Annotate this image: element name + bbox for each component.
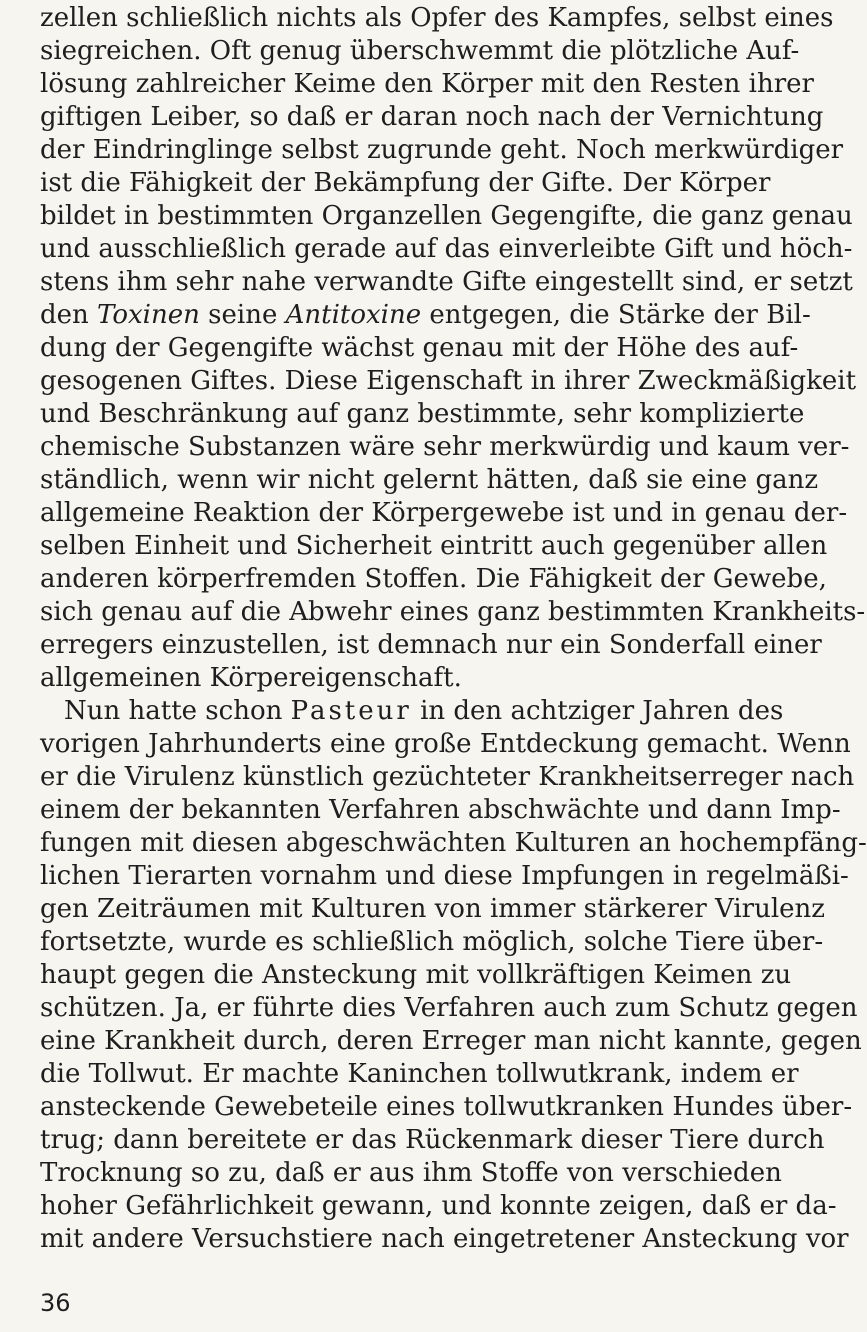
text-line <box>40 1157 782 1190</box>
text-line <box>40 761 855 794</box>
text-segment: und ausschließlich gerade auf das einverleibte Gift und höch- <box>40 234 853 264</box>
text-line <box>40 2 834 35</box>
text-segment: gen Zeiträumen mit Kulturen von immer stärkerer Virulenz <box>40 894 825 924</box>
text-segment: ist die Fähigkeit der Bekämpfung der Gifte. Der Körper <box>40 168 771 198</box>
text-segment: gesogenen Giftes. Diese Eigenschaft in ihrer Zweckmäßigkeit <box>40 366 857 396</box>
spaced-name: Pasteur <box>290 696 412 726</box>
text-segment: in den achtziger Jahren des <box>411 696 784 726</box>
text-line <box>40 332 799 365</box>
text-segment: selben Einheit und Sicherheit eintritt auch gegenüber allen <box>40 531 828 561</box>
text-segment: haupt gegen die Ansteckung mit vollkräftigen Keimen zu <box>40 960 792 990</box>
text-segment: sich genau auf die Abwehr eines ganz bestimmten Krankheits- <box>40 597 866 627</box>
text-segment: trug; dann bereitete er das Rückenmark dieser Tiere durch <box>40 1125 825 1155</box>
text-segment: siegreichen. Oft genug überschwemmt die plötzliche Auf- <box>40 36 800 66</box>
italic-term: Toxinen <box>97 300 200 330</box>
text-segment: fortsetzte, wurde es schließlich möglich, solche Tiere über- <box>40 927 824 957</box>
text-segment: zellen schließlich nichts als Opfer des Kampfes, selbst eines <box>40 3 834 33</box>
text-segment: chemische Substanzen wäre sehr merkwürdig und kaum ver- <box>40 432 850 462</box>
text-segment: stens ihm sehr nahe verwandte Gifte eingestellt sind, er setzt <box>40 267 853 297</box>
text-segment: Nun hatte schon <box>64 696 291 726</box>
text-segment: hoher Gefährlichkeit gewann, und konnte zeigen, daß er da- <box>40 1191 837 1221</box>
text-segment: der Eindringlinge selbst zugrunde geht. Noch merkwürdiger <box>40 135 844 165</box>
text-line <box>40 1223 849 1256</box>
text-segment: allgemeinen Körpereigenschaft. <box>40 663 462 693</box>
text-line <box>40 827 867 860</box>
text-segment: Trocknung so zu, daß er aus ihm Stoffe von verschieden <box>40 1158 782 1188</box>
text-line <box>40 1058 799 1091</box>
text-line <box>40 365 857 398</box>
text-line <box>40 497 848 530</box>
text-line <box>40 926 824 959</box>
text-line <box>40 1124 825 1157</box>
text-line <box>40 134 844 167</box>
text-line <box>40 794 841 827</box>
text-segment: einem der bekannten Verfahren abschwächte und dann Imp- <box>40 795 841 825</box>
text-segment: lichen Tierarten vornahm und diese Impfungen in regelmäßi- <box>40 861 849 891</box>
text-segment: bildet in bestimmten Organzellen Gegengifte, die ganz genau <box>40 201 853 231</box>
text-segment: seine <box>199 300 286 330</box>
text-line <box>40 101 824 134</box>
text-segment: erregers einzustellen, ist demnach nur ein Sonderfall einer <box>40 630 822 660</box>
text-line <box>40 860 849 893</box>
text-segment: den <box>40 300 98 330</box>
text-line <box>40 464 819 497</box>
text-segment: eine Krankheit durch, deren Erreger man nicht kannte, gegen <box>40 1026 862 1056</box>
italic-term: Antitoxine <box>285 300 422 330</box>
page-number: 36 <box>40 1289 71 1317</box>
text-segment: ständlich, wenn wir nicht gelernt hätten, daß sie eine ganz <box>40 465 819 495</box>
text-line <box>40 893 825 926</box>
text-line <box>40 233 853 266</box>
text-segment: giftigen Leiber, so daß er daran noch nach der Vernichtung <box>40 102 824 132</box>
text-line <box>40 1091 853 1124</box>
text-line <box>40 728 851 761</box>
text-line <box>40 266 853 299</box>
text-line <box>40 431 850 464</box>
text-line <box>40 1025 862 1058</box>
text-segment: mit andere Versuchstiere nach eingetretener Ansteckung vor <box>40 1224 849 1254</box>
text-line <box>40 200 853 233</box>
text-segment: ansteckende Gewebeteile eines tollwutkranken Hundes über- <box>40 1092 853 1122</box>
text-segment: dung der Gegengifte wächst genau mit der Höhe des auf- <box>40 333 799 363</box>
text-line <box>40 959 792 992</box>
text-line <box>40 167 771 200</box>
text-segment: schützen. Ja, er führte dies Verfahren auch zum Schutz gegen <box>40 993 858 1023</box>
text-line <box>40 992 858 1025</box>
text-line <box>40 398 805 431</box>
text-segment: lösung zahlreicher Keime den Körper mit den Resten ihrer <box>40 69 814 99</box>
text-segment: und Beschränkung auf ganz bestimmte, sehr komplizierte <box>40 399 805 429</box>
text-segment: anderen körperfremden Stoffen. Die Fähigkeit der Gewebe, <box>40 564 827 594</box>
text-line <box>40 68 814 101</box>
text-line <box>40 299 811 332</box>
text-line <box>40 35 800 68</box>
text-segment: entgegen, die Stärke der Bil- <box>421 300 811 330</box>
text-line <box>40 1190 837 1223</box>
book-page-body <box>40 2 867 1256</box>
text-line <box>40 530 828 563</box>
text-line <box>40 695 784 728</box>
text-segment: allgemeine Reaktion der Körpergewebe ist und in genau der- <box>40 498 848 528</box>
text-segment: fungen mit diesen abgeschwächten Kulturen an hochempfäng- <box>40 828 867 858</box>
text-line <box>40 563 827 596</box>
text-line <box>40 662 764 695</box>
text-segment: vorigen Jahrhunderts eine große Entdeckung gemacht. Wenn <box>40 729 851 759</box>
text-line <box>40 629 822 662</box>
text-line <box>40 596 866 629</box>
text-segment: er die Virulenz künstlich gezüchteter Krankheitserreger nach <box>40 762 855 792</box>
text-segment: die Tollwut. Er machte Kaninchen tollwutkrank, indem er <box>40 1059 799 1089</box>
